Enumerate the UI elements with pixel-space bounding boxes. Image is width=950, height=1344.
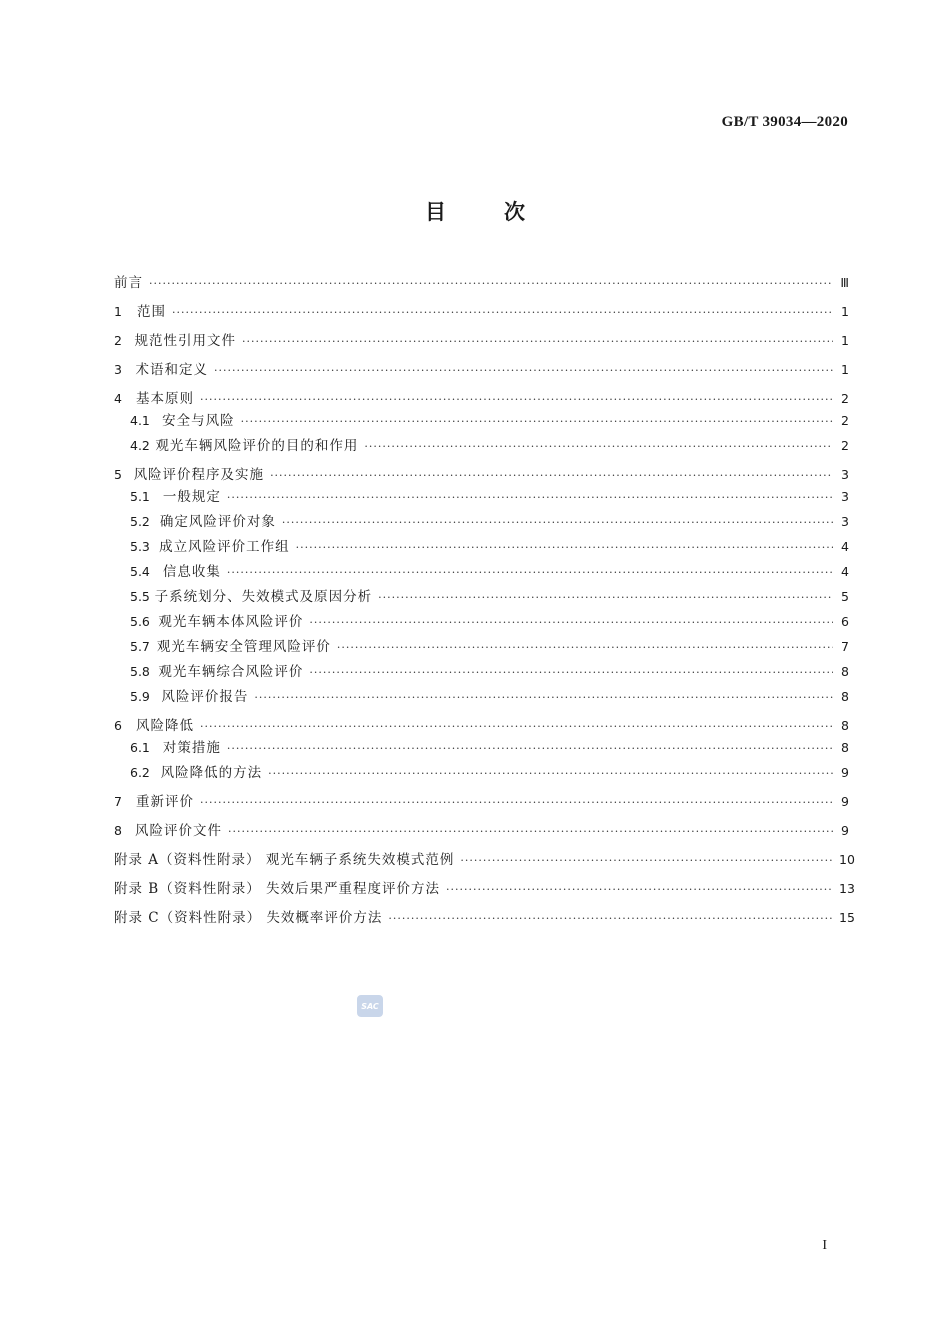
toc-entry[interactable] xyxy=(114,412,849,430)
toc-leader-dots xyxy=(200,794,833,812)
toc-entry-label: 风险评价文件 xyxy=(135,823,223,839)
toc-entry[interactable] xyxy=(114,793,849,811)
toc-entry[interactable] xyxy=(114,303,849,321)
toc-entry[interactable] xyxy=(114,588,849,606)
toc-leader-dots xyxy=(378,589,833,607)
toc-leader-dots xyxy=(228,823,833,841)
toc-entry-number: 5.5 xyxy=(130,589,150,604)
table-of-contents xyxy=(114,274,855,927)
toc-entry-number: 3 xyxy=(114,362,122,377)
toc-entry-page: 1 xyxy=(841,362,849,377)
toc-entry[interactable] xyxy=(114,909,855,927)
toc-entry-page: 9 xyxy=(841,794,849,809)
toc-entry-page: 2 xyxy=(841,438,849,453)
toc-entry[interactable] xyxy=(114,822,849,840)
toc-entry-label: 范围 xyxy=(136,304,166,320)
toc-leader-dots xyxy=(388,910,833,928)
toc-entry-page: 6 xyxy=(841,614,849,629)
toc-entry-label: 规范性引用文件 xyxy=(134,333,237,349)
page-number: I xyxy=(822,1238,827,1253)
toc-entry-number: 6 xyxy=(114,718,122,733)
toc-entry-page: 15 xyxy=(839,910,855,925)
toc-entry-number: 8 xyxy=(114,823,122,838)
toc-entry-number: 5.9 xyxy=(130,689,150,704)
toc-leader-dots xyxy=(460,852,833,870)
toc-entry-label: 观光车辆综合风险评价 xyxy=(158,664,304,680)
toc-leader-dots xyxy=(214,362,833,380)
toc-leader-dots xyxy=(270,467,833,485)
toc-leader-dots xyxy=(227,740,833,758)
toc-entry-page: 10 xyxy=(839,852,855,867)
toc-entry-page: 9 xyxy=(841,765,849,780)
toc-leader-dots xyxy=(309,614,833,632)
toc-entry-label: 基本原则 xyxy=(136,391,194,407)
toc-entry-page: 13 xyxy=(839,881,855,896)
toc-entry-number: 4.1 xyxy=(130,413,150,428)
toc-entry-number: 5.1 xyxy=(130,489,150,504)
toc-entry[interactable] xyxy=(114,638,849,656)
toc-entry-page: Ⅲ xyxy=(840,275,849,290)
toc-entry[interactable] xyxy=(114,739,849,757)
toc-entry-number: 6.1 xyxy=(130,740,150,755)
toc-entry-number: 5 xyxy=(114,467,122,482)
toc-entry-label: 前言 xyxy=(114,275,143,291)
toc-entry[interactable] xyxy=(114,390,849,408)
toc-entry[interactable] xyxy=(114,488,849,506)
toc-entry-label: 风险评价报告 xyxy=(161,689,249,705)
toc-leader-dots xyxy=(241,413,833,431)
toc-entry-label: 观光车辆风险评价的目的和作用 xyxy=(155,438,359,454)
toc-entry-number: 5.2 xyxy=(130,514,150,529)
toc-entry-page: 4 xyxy=(841,564,849,579)
toc-leader-dots xyxy=(200,718,833,736)
toc-entry-page: 3 xyxy=(841,489,849,504)
toc-entry-label: 信息收集 xyxy=(162,564,221,580)
toc-leader-dots xyxy=(242,333,833,351)
toc-entry[interactable] xyxy=(114,437,849,455)
toc-entry-number: 5.8 xyxy=(130,664,150,679)
toc-entry-page: 4 xyxy=(841,539,849,554)
toc-entry-label: 成立风险评价工作组 xyxy=(159,539,290,555)
toc-leader-dots xyxy=(227,564,833,582)
toc-entry-page: 3 xyxy=(841,467,849,482)
toc-entry-label: 风险降低的方法 xyxy=(160,765,263,781)
toc-entry-label: 附录 B（资料性附录） 失效后果严重程度评价方法 xyxy=(114,881,441,897)
toc-entry-page: 7 xyxy=(841,639,849,654)
toc-entry-page: 8 xyxy=(841,664,849,679)
toc-entry-number: 2 xyxy=(114,333,122,348)
toc-leader-dots xyxy=(268,765,833,783)
toc-entry-label: 重新评价 xyxy=(136,794,194,810)
toc-entry-page: 8 xyxy=(841,740,849,755)
toc-entry[interactable] xyxy=(114,717,849,735)
toc-entry-label: 风险降低 xyxy=(136,718,194,734)
toc-entry-label: 观光车辆安全管理风险评价 xyxy=(156,639,331,655)
toc-entry[interactable] xyxy=(114,332,849,350)
toc-entry[interactable] xyxy=(114,361,849,379)
toc-entry-label: 附录 C（资料性附录） 失效概率评价方法 xyxy=(114,910,383,926)
toc-leader-dots xyxy=(200,391,833,409)
standard-number: GB/T 39034—2020 xyxy=(721,114,848,130)
toc-leader-dots xyxy=(172,304,833,322)
toc-entry-page: 2 xyxy=(841,391,849,406)
toc-entry[interactable] xyxy=(114,563,849,581)
toc-entry-page: 9 xyxy=(841,823,849,838)
toc-entry[interactable] xyxy=(114,880,855,898)
toc-entry-label: 确定风险评价对象 xyxy=(159,514,276,530)
toc-entry-page: 1 xyxy=(841,304,849,319)
toc-entry-number: 5.4 xyxy=(130,564,150,579)
toc-entry-label: 安全与风险 xyxy=(162,413,235,429)
toc-entry-label: 对策措施 xyxy=(162,740,221,756)
toc-entry-page: 2 xyxy=(841,413,849,428)
toc-entry-page: 8 xyxy=(841,689,849,704)
toc-entry-page: 5 xyxy=(841,589,849,604)
page-title: 目次 xyxy=(425,200,583,224)
toc-leader-dots xyxy=(309,664,833,682)
toc-entry-number: 4.2 xyxy=(130,438,150,453)
toc-entry[interactable] xyxy=(114,538,849,556)
toc-entry-label: 一般规定 xyxy=(162,489,221,505)
toc-entry-number: 5.7 xyxy=(130,639,150,654)
toc-entry[interactable] xyxy=(114,613,849,631)
toc-entry-page: 8 xyxy=(841,718,849,733)
toc-entry-number: 7 xyxy=(114,794,122,809)
toc-leader-dots xyxy=(364,438,833,456)
toc-entry-page: 3 xyxy=(841,514,849,529)
toc-entry-label: 子系统划分、失效模式及原因分析 xyxy=(154,589,373,605)
toc-entry-number: 5.6 xyxy=(130,614,150,629)
toc-leader-dots xyxy=(337,639,833,657)
toc-entry[interactable] xyxy=(114,851,855,869)
toc-leader-dots xyxy=(149,275,833,293)
toc-entry-number: 5.3 xyxy=(130,539,150,554)
toc-entry-label: 风险评价程序及实施 xyxy=(133,467,265,483)
toc-entry-label: 术语和定义 xyxy=(135,362,209,378)
toc-entry[interactable] xyxy=(114,764,849,782)
toc-entry-label: 附录 A（资料性附录） 观光车辆子系统失效模式范例 xyxy=(114,852,455,868)
toc-leader-dots xyxy=(254,689,833,707)
toc-entry[interactable] xyxy=(114,663,849,681)
toc-entry[interactable] xyxy=(114,274,849,292)
toc-entry[interactable] xyxy=(114,688,849,706)
toc-entry[interactable] xyxy=(114,513,849,531)
toc-leader-dots xyxy=(446,881,833,899)
sac-logo-icon: SAC xyxy=(357,995,383,1017)
toc-entry-number: 6.2 xyxy=(130,765,150,780)
toc-entry-label: 观光车辆本体风险评价 xyxy=(158,614,304,630)
toc-entry[interactable] xyxy=(114,466,849,484)
toc-leader-dots xyxy=(282,514,833,532)
toc-leader-dots xyxy=(227,489,833,507)
toc-entry-page: 1 xyxy=(841,333,849,348)
toc-leader-dots xyxy=(296,539,833,557)
toc-entry-number: 4 xyxy=(114,391,122,406)
toc-entry-number: 1 xyxy=(114,304,122,319)
